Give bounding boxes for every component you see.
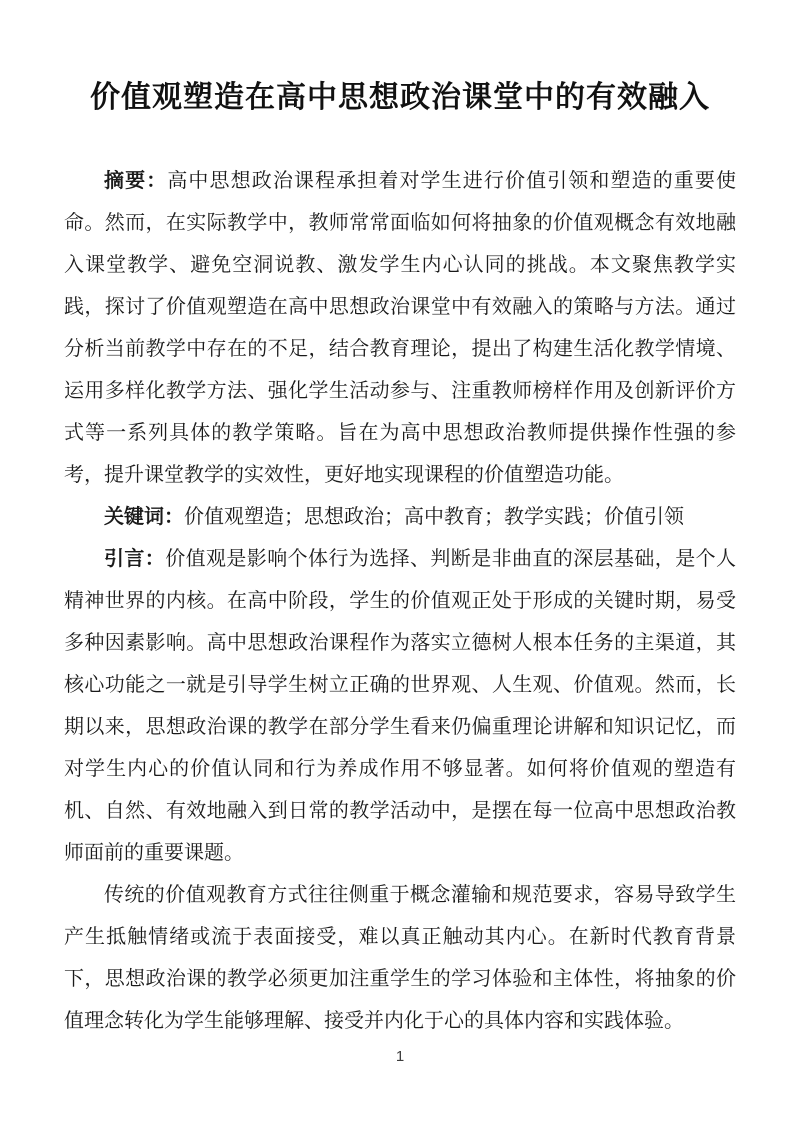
abstract-text: 高中思想政治课程承担着对学生进行价值引领和塑造的重要使命。然而，在实际教学中，教师常常面临如何将抽象的价值观概念有效地融入课堂教学、避免空洞说教、激发学生内心认同的挑战。本文聚焦教学实践，探讨了价值观塑造在高中思想政治课堂中有效融入的策略与方法。通过分析当前教学中存在的不足，结合教育理论，提出了构建生活化教学情境、运用多样化教学方法、强化学生活动参与、注重教师榜样作用及创新评价方式等一系列具体的教学策略。旨在为高中思想政治教师提供操作性强的参考，提升课堂教学的实效性，更好地实现课程的价值塑造功能。 <box>64 170 737 486</box>
page-footer <box>64 1046 736 1068</box>
paragraph-introduction <box>64 538 736 874</box>
document-title: 价值观塑造在高中思想政治课堂中的有效融入 <box>90 81 710 114</box>
abstract-label: 摘要： <box>104 170 168 192</box>
document-body <box>64 160 736 1042</box>
paragraph-abstract <box>64 160 736 496</box>
keywords-label: 关键词： <box>104 506 184 528</box>
keywords-text: 价值观塑造；思想政治；高中教育；教学实践；价值引领 <box>184 506 684 528</box>
paragraph-keywords <box>64 496 736 538</box>
body-paragraph-text: 传统的价值观教育方式往往侧重于概念灌输和规范要求，容易导致学生产生抵触情绪或流于表面接受，难以真正触动其内心。在新时代教育背景下，思想政治课的教学必须更加注重学生的学习体验和主体性，将抽象的价值理念转化为学生能够理解、接受并内化于心的具体内容和实践体验。 <box>64 884 736 1032</box>
page-number: 1 <box>395 1048 405 1065</box>
paragraph-body <box>64 874 736 1042</box>
introduction-text: 价值观是影响个体行为选择、判断是非曲直的深层基础，是个人精神世界的内核。在高中阶段，学生的价值观正处于形成的关键时期，易受多种因素影响。高中思想政治课程作为落实立德树人根本任务的主渠道，其核心功能之一就是引导学生树立正确的世界观、人生观、价值观。然而，长期以来，思想政治课的教学在部分学生看来仍偏重理论讲解和知识记忆，而对学生内心的价值认同和行为养成作用不够显著。如何将价值观的塑造有机、自然、有效地融入到日常的教学活动中，是摆在每一位高中思想政治教师面前的重要课题。 <box>64 548 737 864</box>
introduction-label: 引言： <box>104 548 166 570</box>
